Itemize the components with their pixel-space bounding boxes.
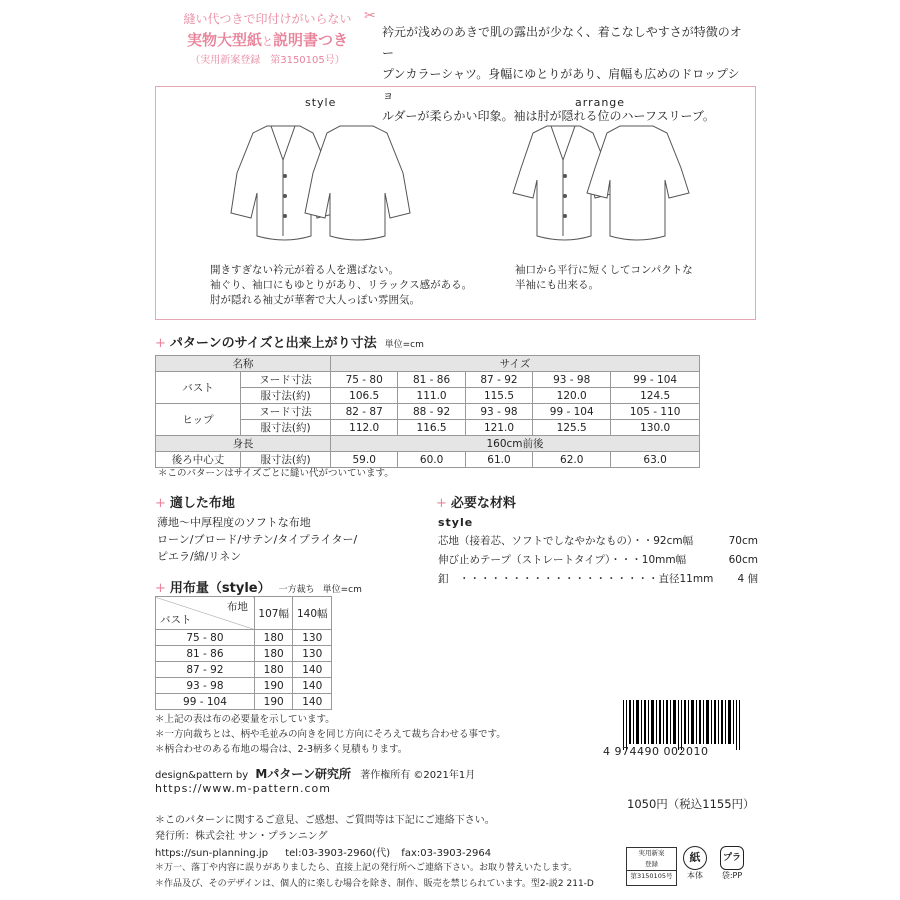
footer-disclaimer2: ＊作品及び、そのデザインは、個人的に楽しむ場合を除き、制作、販売を禁じられています。型2-説2 211-D (155, 879, 594, 889)
table-row: ヒップ ヌード寸法 82 - 87 88 - 92 93 - 98 99 - 104 105 - 110 (156, 404, 700, 420)
credit-url[interactable]: https://www.m-pattern.com (155, 782, 331, 795)
yardage-notes: ＊上記の表は布の必要量を示しています。 ＊一方向裁ちとは、柄や毛並みの向きを同じ方向にそろえて裁ち合わせる事です。 ＊柄合わせのある布地の場合は、2-3柄多く見積もります。 (155, 714, 506, 755)
paper-recycle-icon: 紙 (683, 846, 707, 870)
plus-icon: + (155, 336, 166, 351)
table-row: 身長 160cm前後 (156, 436, 700, 452)
plastic-recycle-mark: プラ 袋:PP (716, 846, 748, 881)
shirt-style-back-icon (305, 126, 410, 240)
fabric-list: 薄地～中厚程度のソフトな布地 ローン/ブロード/サテン/タイプライター/ ピエラ/綿/リネン (157, 516, 358, 563)
size-table: 名称 サイズ バスト ヌード寸法 75 - 80 81 - 86 87 - 92 93 - 98 99 - 104 服寸法(約) 106.5 111.0 115.5 120.0 124.5 ヒップ ヌード寸法 82 - 87 88 - 92 93 - 98 99 - 104 105 - 110 服寸法(約) 112.0 116.5 121.0 125.5 130.0 身長 160cm前後 後ろ中心丈 服寸法(約) 59.0 60.0 61.0 62.0 63.0 (155, 355, 700, 468)
paper-recycle-mark: 紙 本体 (680, 846, 710, 881)
shirt-arrange-back-icon (587, 126, 689, 240)
scissors-icon: ✂ (364, 8, 376, 24)
list-item: 伸び止めテープ（ストレートタイプ）・・・10mm幅 60cm (438, 554, 758, 566)
plastic-recycle-icon: プラ (720, 846, 744, 870)
barcode-number: 4 974490 002010 (603, 745, 709, 758)
barcode-image (623, 700, 743, 750)
footer-inquiry: ＊このパターンに関するご意見、ご感想、ご質問等は下記にご連絡下さい。 (155, 815, 495, 826)
shirt-illustrations (205, 118, 695, 248)
header-tagline (160, 10, 375, 66)
list-item: 釦 ・・・・・・・・・・・・・・・・・・・直径11mm 4 個 (438, 573, 758, 585)
credit-line: design&pattern by Mパターン研究所 著作権所有 ©2021年1月 (155, 767, 476, 781)
style-notes: 開きすぎない衿元が着る人を選ばない。 袖ぐり、袖口にもゆとりがあり、リラックス感がある。 肘が隠れる袖丈が華奢で大人っぽい雰囲気。 (210, 264, 473, 306)
plus-icon: + (155, 581, 166, 596)
table-row: 服寸法(約) 106.5 111.0 115.5 120.0 124.5 (156, 388, 700, 404)
materials-list: style 芯地（接着芯、ソフトでしなやかなもの）・・92cm幅 70cm 伸び止めテープ（ストレートタイプ）・・・10mm幅 60cm 釦 ・・・・・・・・・・・・・・・・・・・直径11mm 4 個 (438, 513, 758, 589)
tagline-line1: 縫い代つきで印付けがいらない (183, 12, 352, 26)
tagline-line3: （実用新案登録 第3150105号） (190, 55, 345, 66)
table-corner-cell: 布地 バスト (156, 597, 255, 630)
intro-text: 衿元が浅めのあきで肌の露出が少なく、着こなしやすさが特徴のオー プンカラーシャツ。身幅にゆとりがあり、肩幅も広めのドロップショ ルダーが柔らかい印象。袖は肘が隠れる位のハーフスリーブ。 (382, 25, 742, 123)
table-row: 81 - 86 180 130 (156, 646, 332, 662)
plus-icon: + (155, 496, 166, 511)
materials-section-title: + 必要な材料 (436, 496, 516, 511)
table-row: 75 - 80 180 130 (156, 630, 332, 646)
size-note: ＊このパターンはサイズごとに縫い代がついています。 (158, 468, 394, 479)
table-row: 99 - 104 190 140 (156, 694, 332, 710)
footer-publisher: 発行所：株式会社 サン・プランニング (155, 831, 328, 842)
table-row: 服寸法(約) 112.0 116.5 121.0 125.5 130.0 (156, 420, 700, 436)
patent-stamp: 実用新案 登録 第3150105号 (626, 847, 677, 886)
table-row: 87 - 92 180 140 (156, 662, 332, 678)
footer-contact: https://sun-planning.jp tel:03-3903-2960(代) fax:03-3903-2964 (155, 848, 492, 859)
table-row: バスト ヌード寸法 75 - 80 81 - 86 87 - 92 93 - 98 99 - 104 (156, 372, 700, 388)
yardage-table: 布地 バスト 107幅 140幅 75 - 80 180 130 81 - 86 180 130 87 - 92 180 140 93 - 98 190 140 99 - 104 190 140 (155, 596, 332, 710)
style-label: style (305, 96, 337, 109)
arrange-label: arrange (575, 96, 626, 109)
arrange-notes: 袖口から平行に短くしてコンパクトな 半袖にも出来る。 (515, 264, 693, 291)
size-section-title: + パターンのサイズと出来上がり寸法 単位=cm (155, 336, 424, 351)
plus-icon: + (436, 496, 447, 511)
fabric-section-title: + 適した布地 (155, 496, 235, 511)
price: 1050円（税込1155円） (627, 797, 755, 811)
footer-disclaimer1: ＊万一、落丁や内容に誤りがありましたら、直接上記の発行所へご連絡下さい。お取り替えいたします。 (155, 863, 578, 873)
table-row: 93 - 98 190 140 (156, 678, 332, 694)
list-item: 芯地（接着芯、ソフトでしなやかなもの）・・92cm幅 70cm (438, 535, 758, 547)
yardage-section-title: + 用布量（style） 一方裁ち 単位=cm (155, 581, 362, 596)
tagline-line2: 実物大型紙と説明書つき (186, 31, 349, 49)
company-logo: Mパターン研究所 (255, 767, 352, 781)
table-row: 後ろ中心丈 服寸法(約) 59.0 60.0 61.0 62.0 63.0 (156, 452, 700, 468)
